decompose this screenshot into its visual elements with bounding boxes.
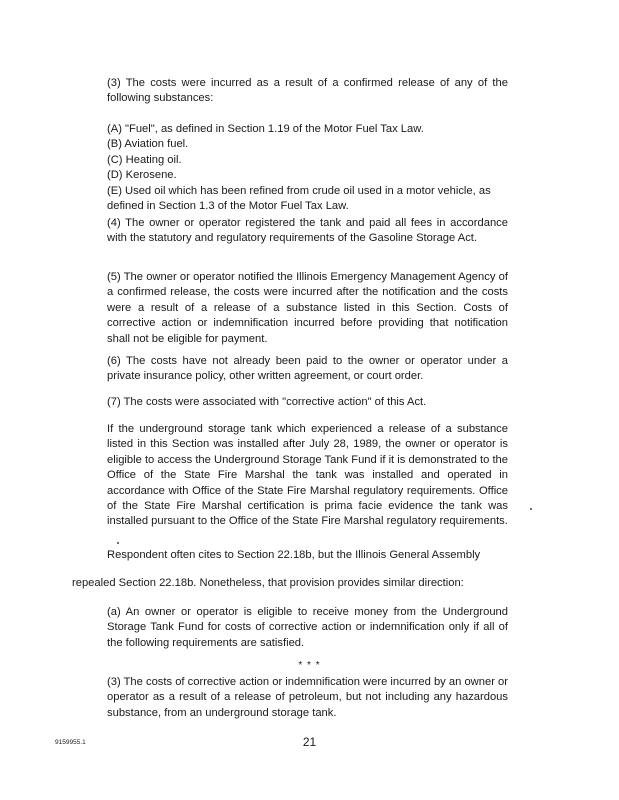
list-item: (D) Kerosene. (107, 169, 177, 182)
scan-speck (117, 542, 119, 544)
list-item: (A) "Fuel", as defined in Section 1.19 of the Motor Fuel Tax Law. (107, 123, 424, 135)
quoted-paragraph-eligibility: (a) An owner or operator is eligible to receive money from the Underground Storage Tank Fund for costs of corrective action or indemnification only if all of the following requirements are satisfied. (107, 606, 508, 649)
body-text-line: repealed Section 22.18b. Nonetheless, that provision provides similar direction: (72, 577, 464, 589)
substance-list (107, 122, 508, 214)
body-text-line: Respondent often cites to Section 22.18b, but the Illinois General Assembly (107, 549, 481, 561)
paragraph-notification: (5) The owner or operator notified the Illinois Emergency Management Agency of a confirmed release, the costs were incurred after the notification and the costs were a result of a release of a substance listed in this Section. Costs of corrective action or indemnification incurred before providing that notification shall not be eligible for payment. (107, 271, 508, 345)
paragraph-corrective-action: (7) The costs were associated with "corrective action" of this Act. (107, 396, 427, 408)
document-id: 9159955.1 (55, 739, 86, 746)
list-item: (E) Used oil which has been refined from crude oil used in a motor vehicle, as defined in Section 1.3 of the Motor Fuel Tax Law. (107, 184, 491, 213)
paragraph-costs-incurred: (3) The costs were incurred as a result of a confirmed release of any of the following substances: (107, 77, 508, 105)
paragraph-insurance: (6) The costs have not already been paid to the owner or operator under a private insurance policy, other written agreement, or court order. (107, 355, 508, 383)
page-number: 21 (302, 735, 317, 749)
quoted-paragraph-petroleum: (3) The costs of corrective action or indemnification were incurred by an owner or operator as a result of a release of petroleum, but not including any hazardous substance, from an underground storage tank. (107, 676, 508, 719)
paragraph-registration: (4) The owner or operator registered the tank and paid all fees in accordance with the statutory and regulatory requirements of the Gasoline Storage Act. (107, 217, 508, 245)
scan-speck (530, 508, 532, 510)
omission-marker: * * * (298, 660, 321, 671)
list-item: (C) Heating oil. (107, 153, 182, 166)
list-item: (B) Aviation fuel. (107, 138, 189, 151)
paragraph-fire-marshal: If the underground storage tank which experienced a release of a substance listed in this Section was installed after July 28, 1989, the owner or operator is eligible to access the Underground Storage Tank Fund if it is demonstrated to the Office of the State Fire Marshal the tank was installed and operated in accordance with Office of the State Fire Marshal regulatory requirements. Office of the State Fire Marshal certification is prima facie evidence the tank was installed pursuant to the Office of the State Fire Marshal regulatory requirements. (107, 423, 508, 528)
